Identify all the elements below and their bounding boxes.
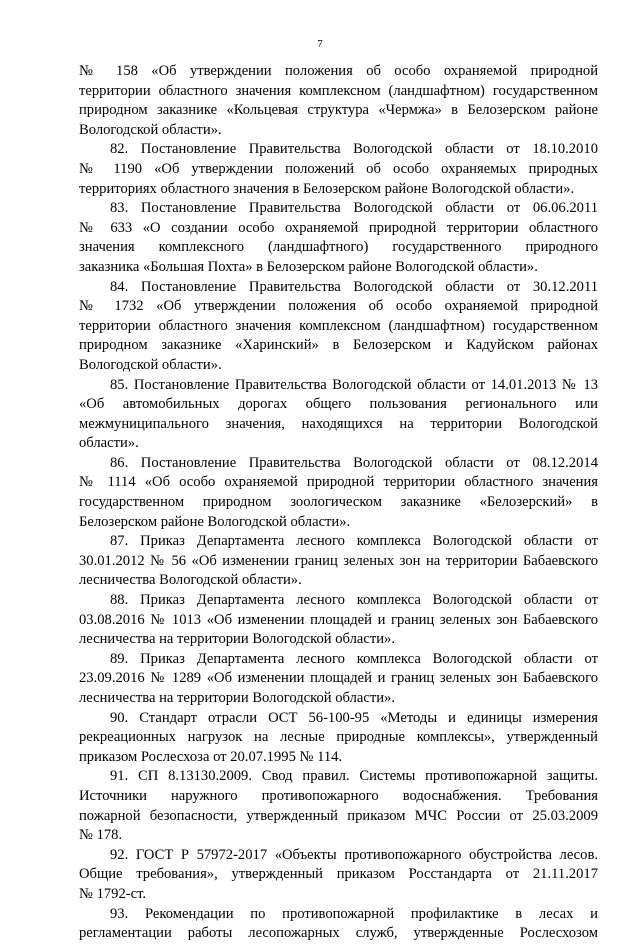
- text-line: приказом Рослесхоза от 20.07.1995 № 114.: [79, 748, 343, 765]
- text-line: лесничества Вологодской области».: [79, 572, 302, 589]
- text-line: 87. Приказ Департамента лесного комплекса Вологодской области от: [110, 533, 598, 550]
- text-line: 83. Постановление Правительства Вологодской области от 06.06.2011: [110, 200, 598, 217]
- text-line: 84. Постановление Правительства Вологодской области от 30.12.2011: [110, 278, 598, 295]
- list-item: [79, 278, 598, 376]
- text-line: межмуниципального значения, находящихся на территории Вологодской: [79, 415, 598, 432]
- list-item: [79, 454, 598, 532]
- list-item: [79, 140, 598, 199]
- text-line: Вологодской области».: [79, 356, 222, 373]
- text-line: территории областного значения комплексном (ландшафтном) государственном: [79, 82, 598, 99]
- text-line: № 1732 «Об утверждении положения об особо охраняемой природной: [79, 298, 598, 315]
- text-line: пожарной безопасности, утвержденный приказом МЧС России от 25.03.2009: [79, 807, 598, 824]
- text-line: № 1114 «Об особо охраняемой природной территории областного значения: [79, 474, 598, 491]
- text-line: Общие требования», утвержденный приказом Росстандарта от 21.11.2017: [79, 866, 598, 883]
- text-line: природном заказнике «Кольцевая структура «Чермжа» в Белозерском районе: [79, 102, 598, 119]
- list-item: [79, 709, 598, 768]
- text-line: лесничества на территории Вологодской области».: [79, 631, 395, 648]
- text-line: области».: [79, 435, 139, 452]
- text-line: 93. Рекомендации по противопожарной профилактике в лесах и: [110, 905, 598, 922]
- text-line: 86. Постановление Правительства Вологодской области от 08.12.2014: [110, 454, 598, 471]
- text-line: лесничества на территории Вологодской области».: [79, 690, 395, 706]
- text-line: 82. Постановление Правительства Вологодской области от 18.10.2010: [110, 141, 598, 158]
- list-item: [79, 62, 598, 140]
- text-line: 23.09.2016 № 1289 «Об изменении площадей и границ зеленых зон Бабаевского: [79, 670, 598, 687]
- text-line: 92. ГОСТ Р 57972-2017 «Объекты противопожарного обустройства лесов.: [110, 846, 598, 863]
- text-line: рекреационных нагрузок на лесные природные комплексы», утвержденный: [79, 729, 598, 746]
- list-item: [79, 650, 598, 709]
- text-line: Вологодской области».: [79, 121, 222, 138]
- list-item: [79, 591, 598, 650]
- text-line: № 1190 «Об утверждении положений об особо охраняемых природных: [79, 160, 598, 177]
- text-line: № 1792-ст.: [79, 885, 147, 902]
- text-line: территории областного значения комплексном (ландшафтном) государственном: [79, 317, 598, 334]
- text-line: Белозерском районе Вологодской области».: [79, 513, 351, 530]
- list-item: [79, 376, 598, 454]
- text-line: 91. СП 8.13130.2009. Свод правил. Системы противопожарной защиты.: [110, 768, 598, 785]
- list-item: [79, 532, 598, 591]
- list-item: [79, 199, 598, 277]
- paragraph-list: [79, 62, 598, 944]
- text-line: заказника «Большая Похта» в Белозерском районе Вологодской области».: [79, 258, 538, 275]
- list-item: [79, 846, 598, 905]
- text-line: регламентации работы лесопожарных служб, утвержденные Рослесхозом: [79, 925, 598, 942]
- text-line: 90. Стандарт отрасли ОСТ 56-100-95 «Методы и единицы измерения: [110, 709, 598, 726]
- text-line: 88. Приказ Департамента лесного комплекса Вологодской области от: [110, 592, 598, 609]
- text-line: «Об автомобильных дорогах общего пользования регионального или: [79, 396, 598, 413]
- text-line: № 158 «Об утверждении положения об особо охраняемой природной: [79, 63, 598, 79]
- text-line: 30.01.2012 № 56 «Об изменении границ зеленых зон на территории Бабаевского: [79, 552, 598, 569]
- text-line: 03.08.2016 № 1013 «Об изменении площадей и границ зеленых зон Бабаевского: [79, 611, 598, 628]
- list-item: [79, 767, 598, 845]
- text-line: № 178.: [79, 827, 123, 844]
- text-line: № 633 «О создании особо охраняемой природной территории областного: [79, 219, 598, 236]
- text-line: государственном природном зоологическом заказнике «Белозерский» в: [79, 494, 598, 511]
- document-body: [79, 62, 598, 944]
- page-number: 7: [317, 38, 323, 50]
- text-line: природном заказнике «Харинский» в Белозерском и Кадуйском районах: [79, 337, 598, 354]
- list-item: [79, 905, 598, 944]
- text-line: 89. Приказ Департамента лесного комплекса Вологодской области от: [110, 650, 598, 667]
- text-line: территориях областного значения в Белозерском районе Вологодской области».: [79, 180, 575, 197]
- text-line: 85. Постановление Правительства Вологодской области от 14.01.2013 № 13: [110, 376, 598, 393]
- text-line: Источники наружного противопожарного водоснабжения. Требования: [79, 787, 598, 804]
- text-line: значения комплексного (ландшафтного) государственного природного: [79, 239, 598, 256]
